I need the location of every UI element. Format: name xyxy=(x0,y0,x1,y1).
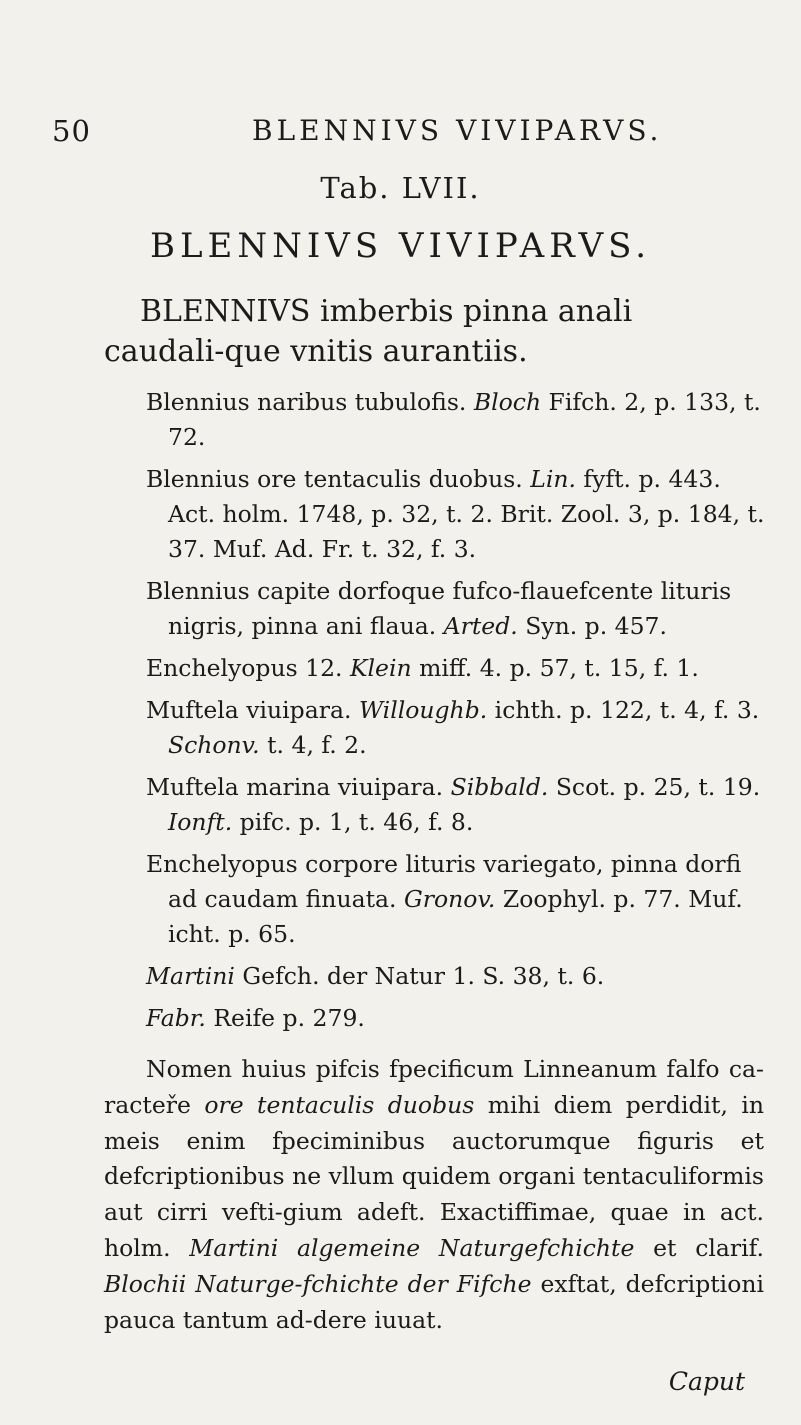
synonym-list xyxy=(146,385,766,1043)
synonym-author: Willoughb. xyxy=(358,696,488,724)
synonym-author: Sibbald. xyxy=(450,773,549,801)
synonym-entry: Blennius ore tentaculis duobus. Lin. fyft. p. 443. Act. holm. 1748, p. 32, t. 2. Brit. Zool. 3, p. 184, t. 37. Muf. Ad. Fr. t. 32, f. 3. xyxy=(146,465,765,563)
synonym-author: Gronov. xyxy=(404,885,496,913)
synonym-entry: Enchelyopus corpore lituris variegato, pinna dorfi ad caudam finuata. Gronov. Zoophyl. p. 77. Muf. icht. p. 65. xyxy=(146,850,743,948)
species-description: BLENNIVS imberbis pinna anali caudali-que vnitis aurantiis. xyxy=(104,294,633,369)
synonym-author: Fabr. xyxy=(146,1004,206,1032)
synonym-entry: Muftela marina viuipara. Sibbald. Scot. p. 25, t. 19. Ionft. pifc. p. 1, t. 46, f. 8. xyxy=(146,773,761,836)
synonym-author: Ionft. xyxy=(168,808,233,836)
synonym-author: Lin. xyxy=(530,465,576,493)
page-number: 50 xyxy=(52,114,91,148)
synonym-entry: Muftela viuipara. Willoughb. ichth. p. 122, t. 4, f. 3. Schonv. t. 4, f. 2. xyxy=(146,696,760,759)
synonym-author: Arted. xyxy=(443,612,518,640)
synonym-author: Martini xyxy=(146,962,235,990)
running-head xyxy=(52,114,752,154)
running-title: BLENNIVS VIVIPARVS. xyxy=(252,114,663,147)
synonym-entry: Martini Gefch. der Natur 1. S. 38, t. 6. xyxy=(146,962,605,990)
species-title: BLENNIVS VIVIPARVS. xyxy=(149,226,652,266)
synonym-entry: Blennius naribus tubulofis. Bloch Fifch. 2, p. 133, t. 72. xyxy=(146,388,761,451)
catchword: Caput xyxy=(668,1367,745,1396)
synonym-author: Bloch xyxy=(473,388,542,416)
plate-reference: Tab. LVII. xyxy=(320,171,481,205)
synonym-entry: Fabr. Reife p. 279. xyxy=(146,1004,365,1032)
synonym-entry: Enchelyopus 12. Klein miff. 4. p. 57, t. 15, f. 1. xyxy=(146,654,699,682)
synonym-entry: Blennius capite dorfoque fufco-flauefcente lituris nigris, pinna ani flaua. Arted. Syn. p. 457. xyxy=(146,577,732,640)
synonym-author: Schonv. xyxy=(168,731,260,759)
synonym-author: Klein xyxy=(349,654,412,682)
commentary-paragraph: Nomen huius pifcis fpecificum Linneanum falfo ca-racteře ore tentaculis duobus mihi diem perdidit, in meis enim fpeciminibus auctorumque figuris et defcriptionibus ne vllum quidem organi tentaculiformis aut cirri vefti-gium adeft. Exactiffimae, quae in act. holm. Martini algemeine Naturgefchichte et clarif. Blochii Naturge-fchichte der Fifche exftat, defcriptioni pauca tantum ad-dere iuuat. xyxy=(104,1055,765,1334)
